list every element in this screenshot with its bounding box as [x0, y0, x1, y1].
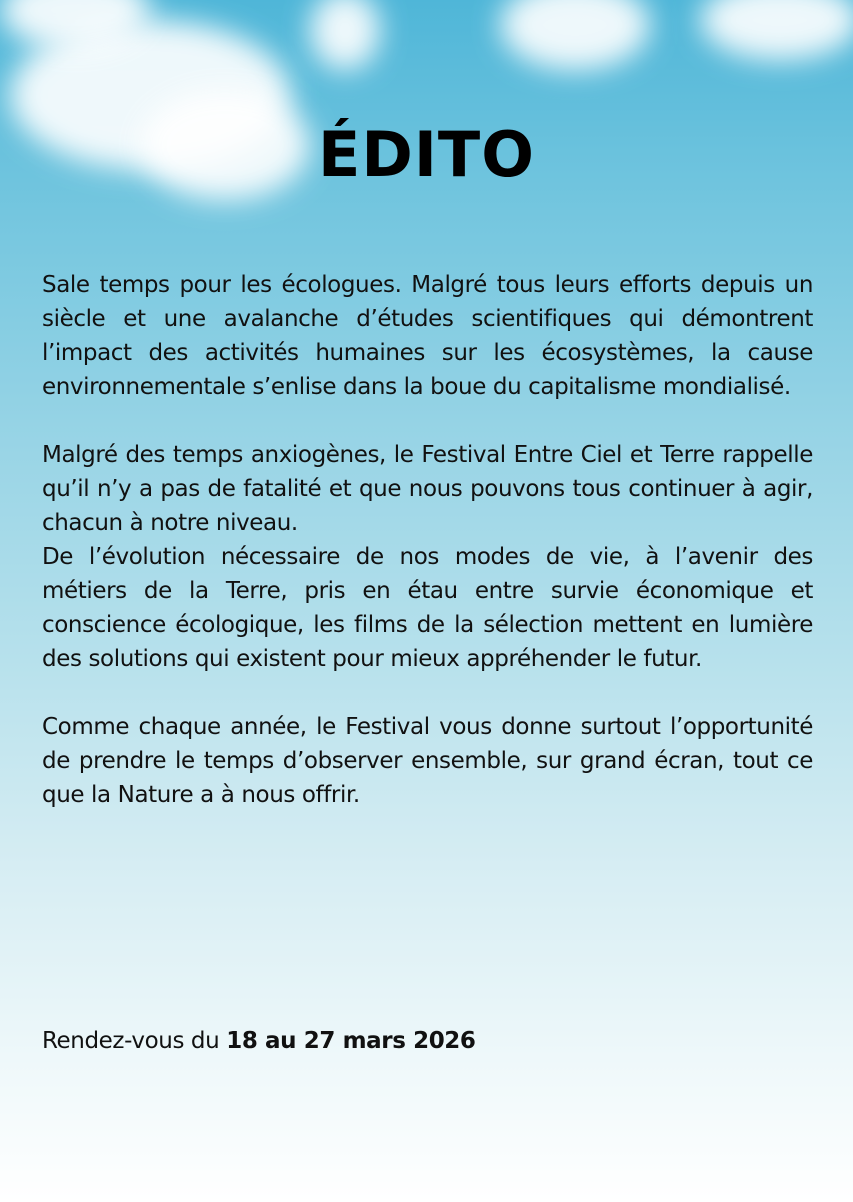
- paragraph-spacer: [42, 404, 813, 438]
- paragraph-3: De l’évolution nécessaire de nos modes de vie, à l’avenir des métiers de la Terre, pris en étau entre survie économique et conscience écologique, les films de la sélection mettent en lumière des solutions qui existent pour mieux appréhender le futur.: [42, 544, 813, 672]
- edito-body: [42, 268, 813, 812]
- event-dates-prefix: Rendez-vous du: [42, 1028, 227, 1054]
- paragraph-2: Malgré des temps anxiogènes, le Festival Entre Ciel et Terre rappelle qu’il n’y a pas de fatalité et que nous pouvons tous continuer à agir, chacun à notre niveau.: [42, 442, 813, 536]
- event-dates-range: 18 au 27 mars 2026: [226, 1028, 476, 1054]
- cloud-middle: [310, 0, 380, 70]
- cloud-right: [500, 0, 650, 70]
- page-title: ÉDITO: [318, 118, 535, 191]
- cloud-far-right: [700, 0, 853, 60]
- paragraph-1: Sale temps pour les écologues. Malgré tous leurs efforts depuis un siècle et une avalanche d’études scientifiques qui démontrent l’impact des activités humaines sur les écosystèmes, la cause environnementale s’enlise dans la boue du capitalisme mondialisé.: [42, 272, 813, 400]
- paragraph-spacer: [42, 676, 813, 710]
- paragraph-4: Comme chaque année, le Festival vous donne surtout l’opportunité de prendre le temps d’observer ensemble, sur grand écran, tout ce que la Nature a à nous offrir.: [42, 714, 813, 808]
- event-dates: [42, 1024, 476, 1058]
